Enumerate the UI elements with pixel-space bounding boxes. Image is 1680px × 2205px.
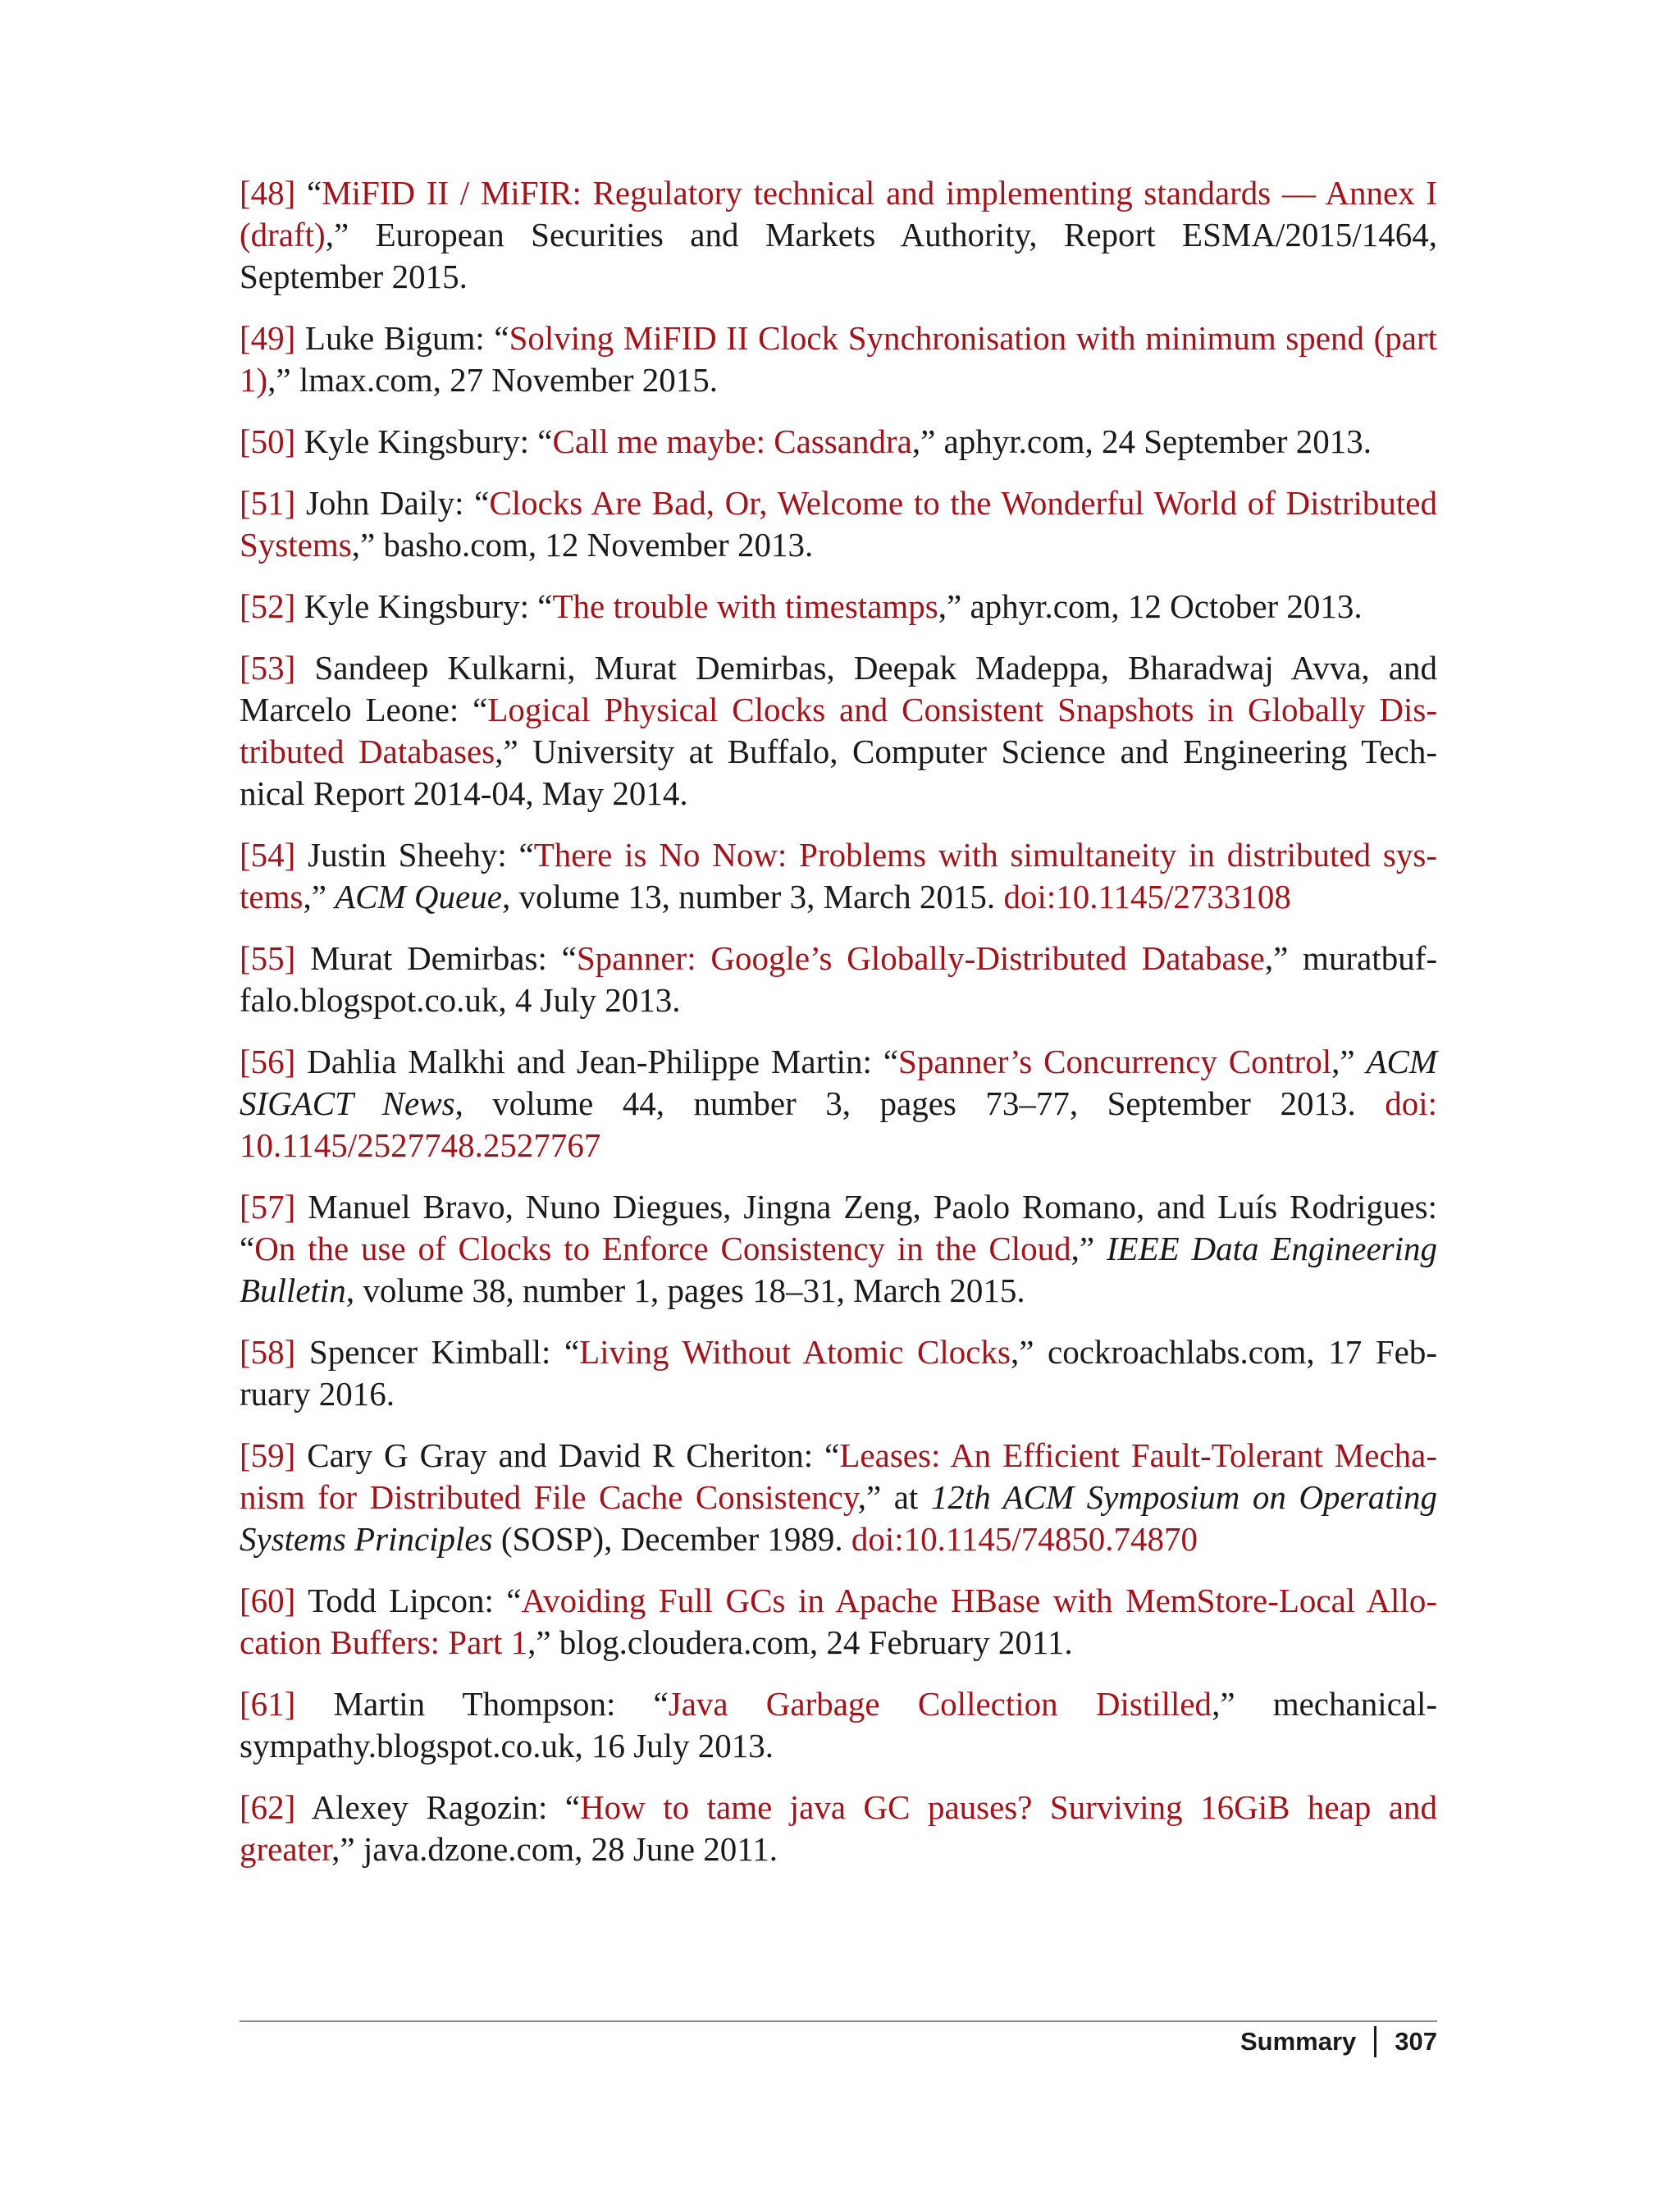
doi-link[interactable]: doi:10.1145/2733108 bbox=[1003, 878, 1291, 915]
reference-item bbox=[240, 1186, 1437, 1312]
reference-text: Manuel Bravo, Nuno Diegues, Jingna Zeng, Paolo Romano, and Luís Rodrigues: “ bbox=[240, 1188, 1437, 1267]
reference-number[interactable]: [48] bbox=[240, 174, 296, 212]
reference-number[interactable]: [53] bbox=[240, 649, 296, 687]
reference-text: ,” European Securities and Markets Authority, Report ESMA/2015/1464, September 2015. bbox=[240, 216, 1437, 295]
reference-text: ,” lmax.com, 27 November 2015. bbox=[267, 361, 718, 399]
footer-separator bbox=[1374, 2026, 1376, 2057]
reference-text: ,” bbox=[1071, 1230, 1107, 1267]
reference-text: Kyle Kingsbury: “ bbox=[295, 587, 553, 625]
reference-title-link[interactable]: Avoiding Full GCs in Apache HBase with MemStore-Local Allocation Buffers: Part 1 bbox=[240, 1582, 1437, 1661]
reference-item bbox=[240, 1435, 1437, 1560]
page-number: 307 bbox=[1395, 2027, 1437, 2056]
reference-title-link[interactable]: Java Garbage Collection Distilled bbox=[668, 1685, 1212, 1723]
reference-text: “ bbox=[295, 174, 322, 212]
reference-text: Martin Thompson: “ bbox=[295, 1685, 669, 1723]
reference-number[interactable]: [56] bbox=[240, 1043, 296, 1080]
reference-title-link[interactable]: Clocks Are Bad, Or, Welcome to the Wonderful World of Distributed Systems bbox=[240, 484, 1437, 564]
reference-text: ,” bbox=[303, 878, 336, 915]
reference-text: , volume 44, number 3, pages 73–77, September 2013. bbox=[454, 1084, 1386, 1122]
reference-title-link[interactable]: On the use of Clocks to Enforce Consistency in the Cloud bbox=[254, 1230, 1071, 1267]
reference-number[interactable]: [50] bbox=[240, 422, 296, 460]
footer-divider bbox=[240, 2020, 1437, 2022]
reference-item bbox=[240, 938, 1437, 1021]
reference-item bbox=[240, 834, 1437, 918]
reference-title-link[interactable]: Living Without Atomic Clocks bbox=[579, 1333, 1011, 1371]
reference-item bbox=[240, 1787, 1437, 1870]
reference-number[interactable]: [61] bbox=[240, 1685, 296, 1723]
reference-item bbox=[240, 172, 1437, 298]
reference-text: ,” cockroachlabs.com, 17 February 2016. bbox=[240, 1333, 1437, 1413]
reference-text: ,” aphyr.com, 24 September 2013. bbox=[911, 422, 1372, 460]
footer-section-title: Summary bbox=[1239, 2027, 1357, 2056]
reference-number[interactable]: [60] bbox=[240, 1582, 296, 1619]
reference-text: Dahlia Malkhi and Jean-Philippe Martin: “ bbox=[295, 1043, 899, 1080]
reference-item bbox=[240, 317, 1437, 401]
reference-text: , volume 13, number 3, March 2015. bbox=[501, 878, 1004, 915]
reference-title-link[interactable]: Logical Physical Clocks and Consistent Snapshots in Globally Distributed Databases bbox=[240, 691, 1437, 770]
reference-number[interactable]: [55] bbox=[240, 939, 296, 977]
reference-text: Murat Demirbas: “ bbox=[295, 939, 577, 977]
reference-item bbox=[240, 1580, 1437, 1664]
reference-number[interactable]: [62] bbox=[240, 1788, 296, 1826]
reference-item bbox=[240, 1683, 1437, 1767]
reference-number[interactable]: [51] bbox=[240, 484, 296, 522]
reference-title-link[interactable]: Spanner: Google’s Globally-Distributed Database bbox=[576, 939, 1265, 977]
reference-item bbox=[240, 482, 1437, 566]
reference-number[interactable]: [59] bbox=[240, 1436, 296, 1474]
reference-text: ,” aphyr.com, 12 October 2013. bbox=[938, 587, 1363, 625]
reference-title-link[interactable]: The trouble with timestamps bbox=[552, 587, 938, 625]
reference-item bbox=[240, 421, 1437, 463]
reference-text: ,” java.dzone.com, 28 June 2011. bbox=[331, 1830, 778, 1868]
reference-title-link[interactable]: Call me maybe: Cassandra bbox=[552, 422, 912, 460]
reference-number[interactable]: [57] bbox=[240, 1188, 296, 1226]
journal-name: IEEE Data Engineering Bulletin bbox=[240, 1230, 1438, 1309]
reference-text: ,” muratbuffalo.blogspot.co.uk, 4 July 2013. bbox=[240, 939, 1437, 1019]
reference-text: Alexey Ragozin: “ bbox=[295, 1788, 581, 1826]
reference-item bbox=[240, 1331, 1437, 1415]
doi-link[interactable]: doi: 10.1145/2527748.2527767 bbox=[240, 1084, 1437, 1164]
reference-title-link[interactable]: How to tame java GC pauses? Surviving 16GiB heap and greater bbox=[240, 1788, 1437, 1868]
reference-text: Cary G Gray and David R Cheriton: “ bbox=[295, 1436, 840, 1474]
reference-title-link[interactable]: MiFID II / MiFIR: Regulatory technical and implementing standards — Annex I (draft) bbox=[240, 174, 1438, 253]
reference-number[interactable]: [52] bbox=[240, 587, 296, 625]
page-footer bbox=[1240, 2026, 1437, 2057]
reference-text: ,” mechanical-sympathy.blogspot.co.uk, 16 July 2013. bbox=[240, 1685, 1438, 1764]
reference-title-link[interactable]: Spanner’s Concurrency Control bbox=[898, 1043, 1332, 1080]
reference-list bbox=[240, 172, 1437, 1890]
reference-text: Sandeep Kulkarni, Murat Demirbas, Deepak Madeppa, Bharadwaj Avva, and Marcelo Leone: “ bbox=[240, 649, 1437, 728]
reference-text: , volume 38, number 1, pages 18–31, March 2015. bbox=[345, 1271, 1025, 1309]
reference-text: (SOSP), December 1989. bbox=[492, 1520, 851, 1558]
reference-text: ,” bbox=[1331, 1043, 1367, 1080]
reference-text: ,” basho.com, 12 November 2013. bbox=[351, 526, 814, 564]
journal-name: ACM Queue bbox=[335, 878, 502, 915]
reference-text: ,” University at Buffalo, Computer Science and Engineering Technical Report 2014-04, May 2014. bbox=[240, 733, 1437, 812]
reference-item bbox=[240, 586, 1437, 628]
reference-text: Luke Bigum: “ bbox=[295, 319, 509, 357]
journal-name: ACM SIGACT News bbox=[240, 1043, 1437, 1122]
reference-title-link[interactable]: Solving MiFID II Clock Synchronisation with minimum spend (part 1) bbox=[240, 319, 1437, 399]
reference-title-link[interactable]: There is No Now: Problems with simultaneity in distributed systems bbox=[240, 836, 1438, 915]
reference-text: Todd Lipcon: “ bbox=[295, 1582, 522, 1619]
reference-text: ,” blog.cloudera.com, 24 February 2011. bbox=[527, 1623, 1073, 1661]
reference-item bbox=[240, 647, 1437, 815]
reference-number[interactable]: [58] bbox=[240, 1333, 296, 1371]
reference-text: Justin Sheehy: “ bbox=[295, 836, 534, 874]
reference-text: Spencer Kimball: “ bbox=[295, 1333, 580, 1371]
reference-item bbox=[240, 1041, 1437, 1166]
reference-number[interactable]: [54] bbox=[240, 836, 296, 874]
reference-number[interactable]: [49] bbox=[240, 319, 296, 357]
reference-text: John Daily: “ bbox=[295, 484, 490, 522]
conference-name: 12th ACM Symposium on Operating Systems Principles bbox=[240, 1478, 1437, 1558]
doi-link[interactable]: doi:10.1145/74850.74870 bbox=[851, 1520, 1198, 1558]
reference-text: Kyle Kingsbury: “ bbox=[295, 422, 553, 460]
reference-text: ,” at bbox=[857, 1478, 931, 1516]
reference-title-link[interactable]: Leases: An Efficient Fault-Tolerant Mechanism for Distributed File Cache Consistency bbox=[240, 1436, 1438, 1516]
